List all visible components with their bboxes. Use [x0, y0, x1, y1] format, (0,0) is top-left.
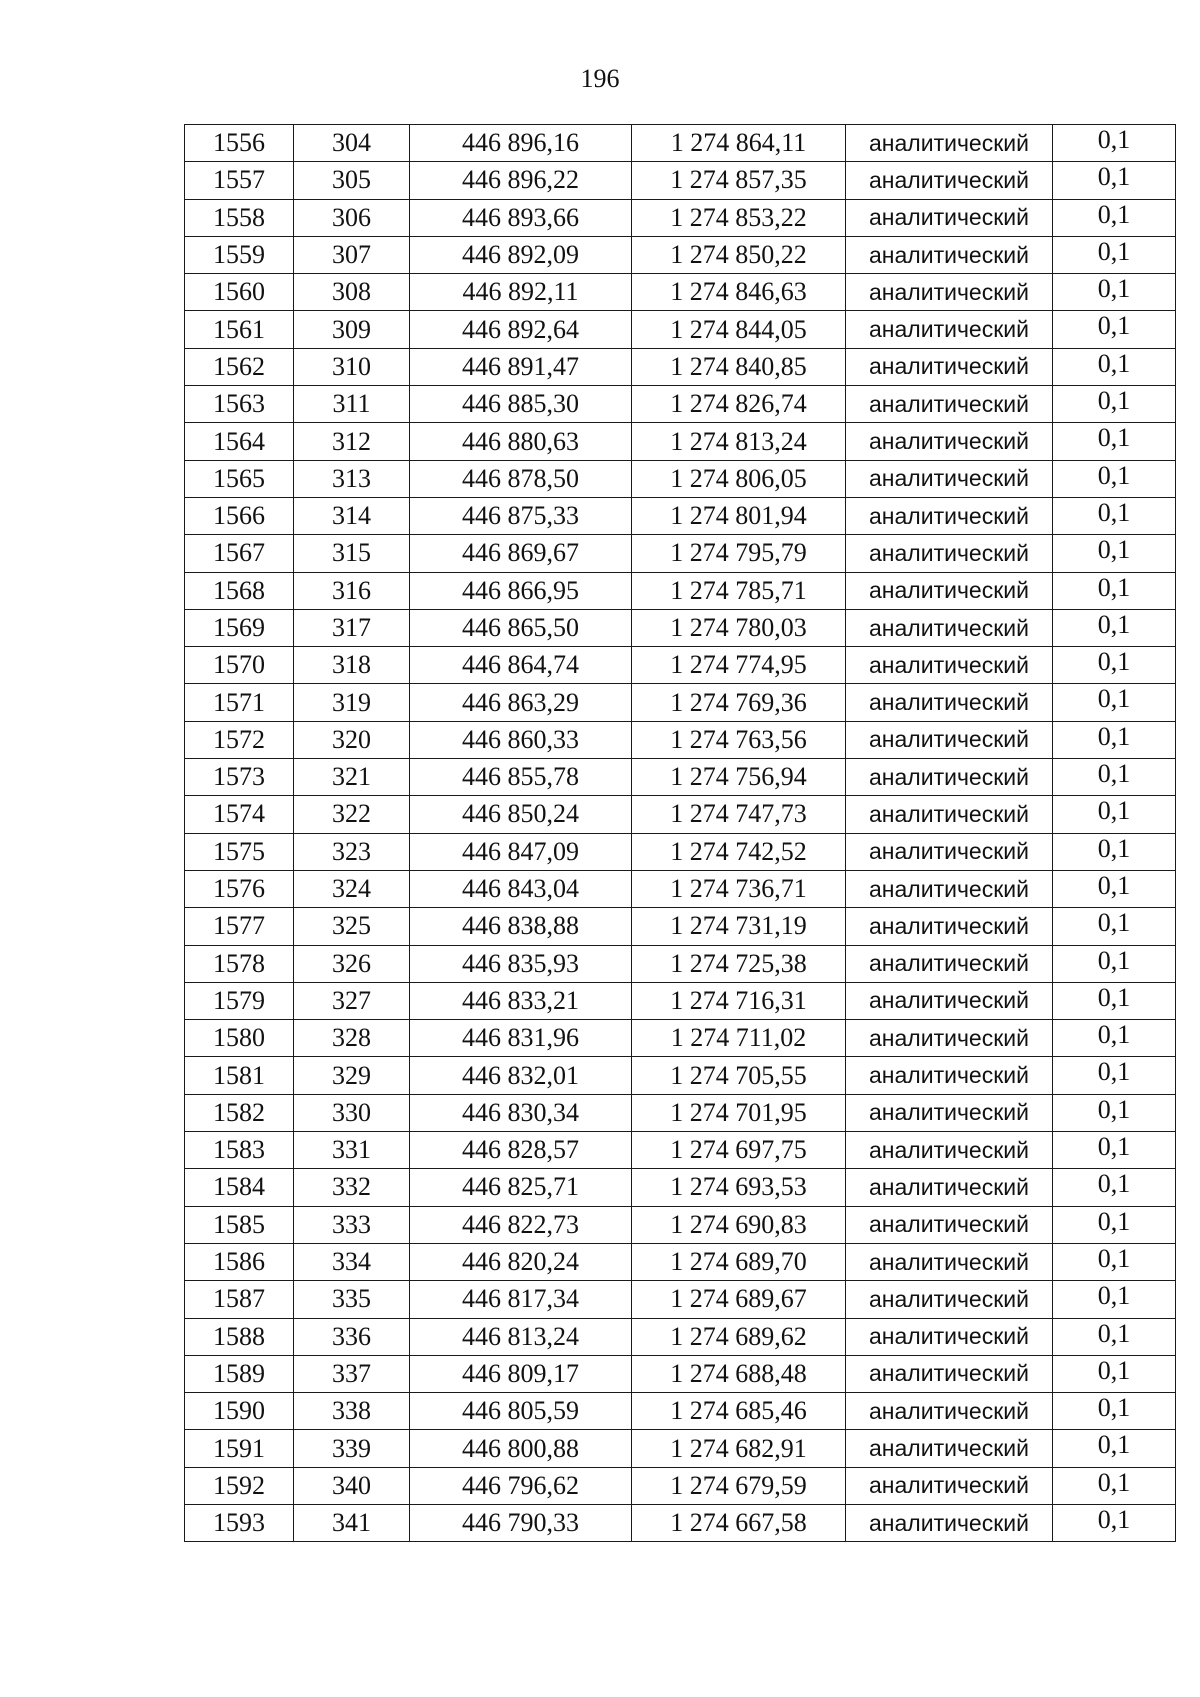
accuracy-cell: 0,1	[1053, 125, 1176, 162]
table-row	[185, 1355, 1176, 1392]
accuracy-cell: 0,1	[1053, 1318, 1176, 1355]
accuracy-cell: 0,1	[1053, 1355, 1176, 1392]
table-row	[185, 1318, 1176, 1355]
table-row	[185, 199, 1176, 236]
accuracy-cell: 0,1	[1053, 609, 1176, 646]
method-cell: аналитический	[846, 274, 1053, 311]
x-coordinate-cell: 446 850,24	[410, 796, 632, 833]
method-cell: аналитический	[846, 1169, 1053, 1206]
row-number-cell: 1578	[185, 945, 294, 982]
accuracy-cell: 0,1	[1053, 684, 1176, 721]
point-number-cell: 321	[294, 759, 410, 796]
y-coordinate-cell: 1 274 736,71	[632, 870, 846, 907]
row-number-cell: 1575	[185, 833, 294, 870]
table-row	[185, 572, 1176, 609]
table-row	[185, 1020, 1176, 1057]
table-row	[185, 908, 1176, 945]
accuracy-cell: 0,1	[1053, 945, 1176, 982]
x-coordinate-cell: 446 805,59	[410, 1393, 632, 1430]
y-coordinate-cell: 1 274 846,63	[632, 274, 846, 311]
point-number-cell: 313	[294, 460, 410, 497]
method-cell: аналитический	[846, 1281, 1053, 1318]
table-row	[185, 1169, 1176, 1206]
point-number-cell: 309	[294, 311, 410, 348]
table-row	[185, 386, 1176, 423]
row-number-cell: 1557	[185, 162, 294, 199]
point-number-cell: 318	[294, 647, 410, 684]
accuracy-cell: 0,1	[1053, 1094, 1176, 1131]
table-row	[185, 1430, 1176, 1467]
accuracy-cell: 0,1	[1053, 833, 1176, 870]
x-coordinate-cell: 446 831,96	[410, 1020, 632, 1057]
method-cell: аналитический	[846, 870, 1053, 907]
row-number-cell: 1573	[185, 759, 294, 796]
y-coordinate-cell: 1 274 725,38	[632, 945, 846, 982]
table-row	[185, 1393, 1176, 1430]
method-cell: аналитический	[846, 572, 1053, 609]
y-coordinate-cell: 1 274 742,52	[632, 833, 846, 870]
y-coordinate-cell: 1 274 747,73	[632, 796, 846, 833]
x-coordinate-cell: 446 822,73	[410, 1206, 632, 1243]
row-number-cell: 1586	[185, 1243, 294, 1280]
row-number-cell: 1570	[185, 647, 294, 684]
y-coordinate-cell: 1 274 774,95	[632, 647, 846, 684]
row-number-cell: 1565	[185, 460, 294, 497]
x-coordinate-cell: 446 878,50	[410, 460, 632, 497]
x-coordinate-cell: 446 800,88	[410, 1430, 632, 1467]
table-row	[185, 1132, 1176, 1169]
method-cell: аналитический	[846, 945, 1053, 982]
x-coordinate-cell: 446 864,74	[410, 647, 632, 684]
row-number-cell: 1577	[185, 908, 294, 945]
point-number-cell: 319	[294, 684, 410, 721]
method-cell: аналитический	[846, 348, 1053, 385]
x-coordinate-cell: 446 833,21	[410, 982, 632, 1019]
method-cell: аналитический	[846, 833, 1053, 870]
point-number-cell: 316	[294, 572, 410, 609]
point-number-cell: 327	[294, 982, 410, 1019]
table-row	[185, 721, 1176, 758]
row-number-cell: 1589	[185, 1355, 294, 1392]
accuracy-cell: 0,1	[1053, 348, 1176, 385]
method-cell: аналитический	[846, 1393, 1053, 1430]
accuracy-cell: 0,1	[1053, 460, 1176, 497]
accuracy-cell: 0,1	[1053, 572, 1176, 609]
row-number-cell: 1560	[185, 274, 294, 311]
table-row	[185, 647, 1176, 684]
x-coordinate-cell: 446 809,17	[410, 1355, 632, 1392]
row-number-cell: 1571	[185, 684, 294, 721]
row-number-cell: 1585	[185, 1206, 294, 1243]
x-coordinate-cell: 446 893,66	[410, 199, 632, 236]
table-row	[185, 1094, 1176, 1131]
y-coordinate-cell: 1 274 806,05	[632, 460, 846, 497]
point-number-cell: 324	[294, 870, 410, 907]
accuracy-cell: 0,1	[1053, 1057, 1176, 1094]
table-row	[185, 1467, 1176, 1504]
method-cell: аналитический	[846, 1318, 1053, 1355]
row-number-cell: 1583	[185, 1132, 294, 1169]
method-cell: аналитический	[846, 125, 1053, 162]
x-coordinate-cell: 446 855,78	[410, 759, 632, 796]
method-cell: аналитический	[846, 908, 1053, 945]
x-coordinate-cell: 446 825,71	[410, 1169, 632, 1206]
method-cell: аналитический	[846, 1132, 1053, 1169]
y-coordinate-cell: 1 274 795,79	[632, 535, 846, 572]
row-number-cell: 1572	[185, 721, 294, 758]
y-coordinate-cell: 1 274 850,22	[632, 236, 846, 273]
table-row	[185, 796, 1176, 833]
x-coordinate-cell: 446 875,33	[410, 497, 632, 534]
y-coordinate-cell: 1 274 679,59	[632, 1467, 846, 1504]
x-coordinate-cell: 446 892,09	[410, 236, 632, 273]
point-number-cell: 331	[294, 1132, 410, 1169]
y-coordinate-cell: 1 274 685,46	[632, 1393, 846, 1430]
point-number-cell: 311	[294, 386, 410, 423]
method-cell: аналитический	[846, 386, 1053, 423]
row-number-cell: 1593	[185, 1504, 294, 1541]
point-number-cell: 339	[294, 1430, 410, 1467]
point-number-cell: 312	[294, 423, 410, 460]
method-cell: аналитический	[846, 162, 1053, 199]
y-coordinate-cell: 1 274 689,62	[632, 1318, 846, 1355]
y-coordinate-cell: 1 274 682,91	[632, 1430, 846, 1467]
row-number-cell: 1588	[185, 1318, 294, 1355]
row-number-cell: 1559	[185, 236, 294, 273]
table-row	[185, 274, 1176, 311]
x-coordinate-cell: 446 817,34	[410, 1281, 632, 1318]
y-coordinate-cell: 1 274 840,85	[632, 348, 846, 385]
row-number-cell: 1590	[185, 1393, 294, 1430]
method-cell: аналитический	[846, 497, 1053, 534]
accuracy-cell: 0,1	[1053, 908, 1176, 945]
y-coordinate-cell: 1 274 689,70	[632, 1243, 846, 1280]
x-coordinate-cell: 446 835,93	[410, 945, 632, 982]
x-coordinate-cell: 446 796,62	[410, 1467, 632, 1504]
point-number-cell: 341	[294, 1504, 410, 1541]
table-row	[185, 684, 1176, 721]
row-number-cell: 1579	[185, 982, 294, 1019]
point-number-cell: 332	[294, 1169, 410, 1206]
row-number-cell: 1587	[185, 1281, 294, 1318]
method-cell: аналитический	[846, 311, 1053, 348]
coordinates-table-body	[185, 125, 1176, 1542]
accuracy-cell: 0,1	[1053, 759, 1176, 796]
point-number-cell: 325	[294, 908, 410, 945]
y-coordinate-cell: 1 274 705,55	[632, 1057, 846, 1094]
accuracy-cell: 0,1	[1053, 982, 1176, 1019]
y-coordinate-cell: 1 274 769,36	[632, 684, 846, 721]
method-cell: аналитический	[846, 759, 1053, 796]
y-coordinate-cell: 1 274 731,19	[632, 908, 846, 945]
point-number-cell: 314	[294, 497, 410, 534]
table-row	[185, 423, 1176, 460]
accuracy-cell: 0,1	[1053, 423, 1176, 460]
row-number-cell: 1561	[185, 311, 294, 348]
table-row	[185, 311, 1176, 348]
point-number-cell: 335	[294, 1281, 410, 1318]
method-cell: аналитический	[846, 684, 1053, 721]
row-number-cell: 1558	[185, 199, 294, 236]
coordinates-table	[184, 124, 1176, 1542]
table-row	[185, 162, 1176, 199]
accuracy-cell: 0,1	[1053, 647, 1176, 684]
y-coordinate-cell: 1 274 689,67	[632, 1281, 846, 1318]
x-coordinate-cell: 446 820,24	[410, 1243, 632, 1280]
y-coordinate-cell: 1 274 756,94	[632, 759, 846, 796]
table-row	[185, 609, 1176, 646]
y-coordinate-cell: 1 274 844,05	[632, 311, 846, 348]
accuracy-cell: 0,1	[1053, 1169, 1176, 1206]
method-cell: аналитический	[846, 796, 1053, 833]
method-cell: аналитический	[846, 1243, 1053, 1280]
point-number-cell: 338	[294, 1393, 410, 1430]
row-number-cell: 1592	[185, 1467, 294, 1504]
row-number-cell: 1563	[185, 386, 294, 423]
x-coordinate-cell: 446 880,63	[410, 423, 632, 460]
table-row	[185, 497, 1176, 534]
table-row	[185, 1206, 1176, 1243]
accuracy-cell: 0,1	[1053, 796, 1176, 833]
row-number-cell: 1580	[185, 1020, 294, 1057]
accuracy-cell: 0,1	[1053, 1206, 1176, 1243]
point-number-cell: 323	[294, 833, 410, 870]
x-coordinate-cell: 446 865,50	[410, 609, 632, 646]
y-coordinate-cell: 1 274 688,48	[632, 1355, 846, 1392]
y-coordinate-cell: 1 274 813,24	[632, 423, 846, 460]
point-number-cell: 310	[294, 348, 410, 385]
method-cell: аналитический	[846, 236, 1053, 273]
accuracy-cell: 0,1	[1053, 1281, 1176, 1318]
y-coordinate-cell: 1 274 780,03	[632, 609, 846, 646]
row-number-cell: 1564	[185, 423, 294, 460]
x-coordinate-cell: 446 838,88	[410, 908, 632, 945]
table-row	[185, 870, 1176, 907]
row-number-cell: 1566	[185, 497, 294, 534]
row-number-cell: 1569	[185, 609, 294, 646]
point-number-cell: 334	[294, 1243, 410, 1280]
x-coordinate-cell: 446 828,57	[410, 1132, 632, 1169]
y-coordinate-cell: 1 274 864,11	[632, 125, 846, 162]
accuracy-cell: 0,1	[1053, 497, 1176, 534]
point-number-cell: 317	[294, 609, 410, 646]
row-number-cell: 1581	[185, 1057, 294, 1094]
y-coordinate-cell: 1 274 716,31	[632, 982, 846, 1019]
table-row	[185, 348, 1176, 385]
y-coordinate-cell: 1 274 693,53	[632, 1169, 846, 1206]
accuracy-cell: 0,1	[1053, 1504, 1176, 1541]
accuracy-cell: 0,1	[1053, 1132, 1176, 1169]
row-number-cell: 1591	[185, 1430, 294, 1467]
y-coordinate-cell: 1 274 853,22	[632, 199, 846, 236]
row-number-cell: 1584	[185, 1169, 294, 1206]
table-row	[185, 982, 1176, 1019]
table-row	[185, 236, 1176, 273]
point-number-cell: 340	[294, 1467, 410, 1504]
x-coordinate-cell: 446 892,11	[410, 274, 632, 311]
row-number-cell: 1576	[185, 870, 294, 907]
y-coordinate-cell: 1 274 697,75	[632, 1132, 846, 1169]
accuracy-cell: 0,1	[1053, 721, 1176, 758]
point-number-cell: 308	[294, 274, 410, 311]
accuracy-cell: 0,1	[1053, 311, 1176, 348]
y-coordinate-cell: 1 274 667,58	[632, 1504, 846, 1541]
table-row	[185, 833, 1176, 870]
method-cell: аналитический	[846, 423, 1053, 460]
y-coordinate-cell: 1 274 711,02	[632, 1020, 846, 1057]
y-coordinate-cell: 1 274 826,74	[632, 386, 846, 423]
row-number-cell: 1582	[185, 1094, 294, 1131]
x-coordinate-cell: 446 790,33	[410, 1504, 632, 1541]
method-cell: аналитический	[846, 460, 1053, 497]
method-cell: аналитический	[846, 982, 1053, 1019]
point-number-cell: 304	[294, 125, 410, 162]
x-coordinate-cell: 446 892,64	[410, 311, 632, 348]
accuracy-cell: 0,1	[1053, 1430, 1176, 1467]
x-coordinate-cell: 446 896,22	[410, 162, 632, 199]
method-cell: аналитический	[846, 1057, 1053, 1094]
accuracy-cell: 0,1	[1053, 236, 1176, 273]
point-number-cell: 326	[294, 945, 410, 982]
y-coordinate-cell: 1 274 857,35	[632, 162, 846, 199]
method-cell: аналитический	[846, 1020, 1053, 1057]
row-number-cell: 1568	[185, 572, 294, 609]
point-number-cell: 337	[294, 1355, 410, 1392]
page-number: 196	[580, 64, 620, 93]
x-coordinate-cell: 446 869,67	[410, 535, 632, 572]
point-number-cell: 305	[294, 162, 410, 199]
point-number-cell: 328	[294, 1020, 410, 1057]
x-coordinate-cell: 446 885,30	[410, 386, 632, 423]
method-cell: аналитический	[846, 1355, 1053, 1392]
table-row	[185, 945, 1176, 982]
y-coordinate-cell: 1 274 701,95	[632, 1094, 846, 1131]
x-coordinate-cell: 446 860,33	[410, 721, 632, 758]
point-number-cell: 307	[294, 236, 410, 273]
method-cell: аналитический	[846, 1504, 1053, 1541]
method-cell: аналитический	[846, 1430, 1053, 1467]
row-number-cell: 1562	[185, 348, 294, 385]
accuracy-cell: 0,1	[1053, 1467, 1176, 1504]
x-coordinate-cell: 446 832,01	[410, 1057, 632, 1094]
y-coordinate-cell: 1 274 801,94	[632, 497, 846, 534]
y-coordinate-cell: 1 274 763,56	[632, 721, 846, 758]
accuracy-cell: 0,1	[1053, 535, 1176, 572]
y-coordinate-cell: 1 274 690,83	[632, 1206, 846, 1243]
table-row	[185, 1504, 1176, 1541]
table-row	[185, 1281, 1176, 1318]
table-row	[185, 1057, 1176, 1094]
accuracy-cell: 0,1	[1053, 386, 1176, 423]
x-coordinate-cell: 446 830,34	[410, 1094, 632, 1131]
point-number-cell: 329	[294, 1057, 410, 1094]
method-cell: аналитический	[846, 721, 1053, 758]
accuracy-cell: 0,1	[1053, 199, 1176, 236]
x-coordinate-cell: 446 891,47	[410, 348, 632, 385]
accuracy-cell: 0,1	[1053, 1243, 1176, 1280]
accuracy-cell: 0,1	[1053, 1393, 1176, 1430]
y-coordinate-cell: 1 274 785,71	[632, 572, 846, 609]
row-number-cell: 1567	[185, 535, 294, 572]
x-coordinate-cell: 446 847,09	[410, 833, 632, 870]
point-number-cell: 330	[294, 1094, 410, 1131]
method-cell: аналитический	[846, 1094, 1053, 1131]
table-row	[185, 759, 1176, 796]
point-number-cell: 315	[294, 535, 410, 572]
table-row	[185, 125, 1176, 162]
accuracy-cell: 0,1	[1053, 1020, 1176, 1057]
row-number-cell: 1556	[185, 125, 294, 162]
point-number-cell: 333	[294, 1206, 410, 1243]
accuracy-cell: 0,1	[1053, 274, 1176, 311]
method-cell: аналитический	[846, 1206, 1053, 1243]
table-row	[185, 1243, 1176, 1280]
method-cell: аналитический	[846, 535, 1053, 572]
x-coordinate-cell: 446 866,95	[410, 572, 632, 609]
x-coordinate-cell: 446 896,16	[410, 125, 632, 162]
x-coordinate-cell: 446 843,04	[410, 870, 632, 907]
row-number-cell: 1574	[185, 796, 294, 833]
point-number-cell: 306	[294, 199, 410, 236]
method-cell: аналитический	[846, 199, 1053, 236]
point-number-cell: 322	[294, 796, 410, 833]
method-cell: аналитический	[846, 1467, 1053, 1504]
point-number-cell: 336	[294, 1318, 410, 1355]
x-coordinate-cell: 446 813,24	[410, 1318, 632, 1355]
x-coordinate-cell: 446 863,29	[410, 684, 632, 721]
accuracy-cell: 0,1	[1053, 870, 1176, 907]
method-cell: аналитический	[846, 609, 1053, 646]
point-number-cell: 320	[294, 721, 410, 758]
table-row	[185, 460, 1176, 497]
method-cell: аналитический	[846, 647, 1053, 684]
accuracy-cell: 0,1	[1053, 162, 1176, 199]
table-row	[185, 535, 1176, 572]
